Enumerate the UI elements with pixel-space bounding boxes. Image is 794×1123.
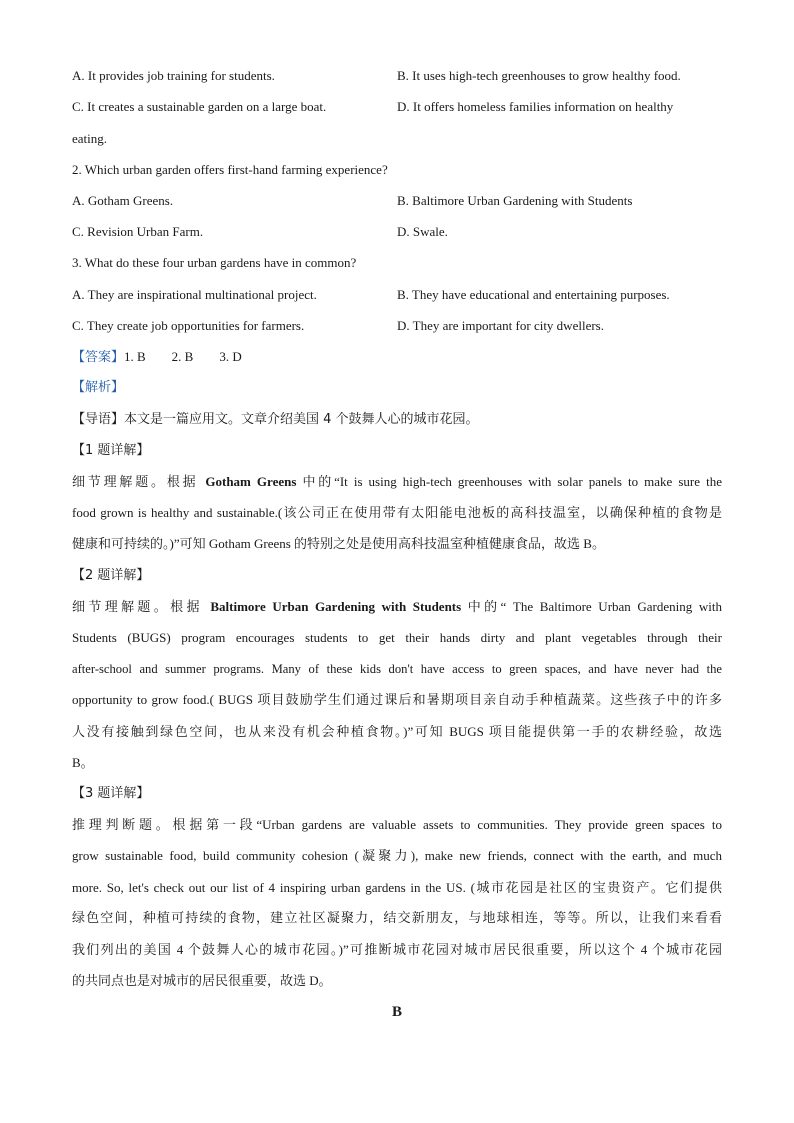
- detail-3-line-3: more. So, let's check out our list of 4 inspiring urban gardens in the US. (城市花园是社区的宝贵资产。它们提供: [72, 880, 722, 895]
- detail-1-prefix: 细节理解题。根据: [72, 475, 206, 490]
- q3-option-b: B. They have educational and entertaining purposes.: [397, 287, 670, 302]
- guide-text: 本文是一篇应用文。文章介绍美国 4 个鼓舞人心的城市花园。: [124, 412, 479, 427]
- guide-label: 【导语】: [72, 412, 125, 427]
- detail-3-line-4: 绿色空间，种植可持续的食物，建立社区凝聚力，结交新朋友，与地球相连，等等。所以，让我们来看看: [72, 911, 722, 926]
- detail-2-line-3: after-school and summer programs. Many of these kids don't have access to green spaces, and have never had the: [72, 662, 722, 676]
- q1-option-b: B. It uses high-tech greenhouses to grow healthy food.: [397, 68, 681, 83]
- q3-option-d: D. They are important for city dwellers.: [397, 318, 604, 333]
- detail-2-line-4: opportunity to grow food.( BUGS 项目鼓励学生们通过课后和暑期项目亲自动手种植蔬菜。这些孩子中的许多: [72, 692, 722, 707]
- answer-text: 1. B 2. B 3. D: [124, 349, 242, 364]
- detail-3-line-5: 我们列出的美国 4 个鼓舞人心的城市花园。)”可推断城市花园对城市居民很重要，所以这个 4 个城市花园: [72, 942, 722, 957]
- detail-3-line-6: 的共同点也是对城市的居民很重要，故选 D。: [72, 973, 332, 988]
- detail-2-line-1: [72, 598, 722, 617]
- detail-2-bold-name: Baltimore Urban Gardening with Students: [210, 599, 462, 614]
- detail-1-label: 【1 题详解】: [72, 443, 150, 458]
- detail-2-line-6: B。: [72, 755, 94, 770]
- detail-1-line-2: food grown is healthy and sustainable.(该公司正在使用带有太阳能电池板的高科技温室，以确保种植的食物是: [72, 505, 722, 520]
- detail-2-quote-start: 中的“ The Baltimore Urban Gardening with: [461, 599, 722, 614]
- detail-1-line-3: 健康和可持续的。)”可知 Gotham Greens 的特别之处是使用高科技温室种植健康食品，故选 B。: [72, 536, 605, 551]
- detail-2-line-2: Students (BUGS) program encourages students to get their hands dirty and plant vegetables through their: [72, 630, 722, 645]
- detail-3-line-2: grow sustainable food, build community cohesion (凝聚力), make new friends, connect with the earth, and much: [72, 848, 722, 863]
- q1-option-c: C. It creates a sustainable garden on a large boat.: [72, 99, 327, 114]
- answer-label: 【答案】: [72, 350, 125, 365]
- detail-2-prefix: 细节理解题。根据: [72, 600, 211, 615]
- q2-option-c: C. Revision Urban Farm.: [72, 224, 204, 239]
- q2-stem: 2. Which urban garden offers first-hand farming experience?: [72, 162, 388, 177]
- q3-option-a: A. They are inspirational multinational project.: [72, 287, 317, 302]
- detail-1-bold-name: Gotham Greens: [205, 474, 297, 489]
- answer-line: [72, 348, 242, 367]
- detail-2-label: 【2 题详解】: [72, 568, 150, 583]
- q2-option-a: A. Gotham Greens.: [72, 193, 174, 208]
- detail-2-line-5: 人没有接触到绿色空间，也从来没有机会种植食物。)”可知 BUGS 项目能提供第一手的农耕经验，故选: [72, 724, 722, 739]
- detail-1-line-1: [72, 473, 722, 492]
- q3-option-c: C. They create job opportunities for farmers.: [72, 318, 305, 333]
- analysis-label: 【解析】: [72, 380, 125, 395]
- detail-3-line-1: 推理判断题。根据第一段“Urban gardens are valuable assets to communities. They provide green spaces to: [72, 817, 722, 832]
- q1-option-a: A. It provides job training for students.: [72, 68, 275, 83]
- guide-line: [72, 411, 479, 429]
- detail-3-label: 【3 题详解】: [72, 786, 150, 801]
- q3-stem: 3. What do these four urban gardens have in common?: [72, 255, 357, 270]
- q1-option-d: D. It offers homeless families information on healthy: [397, 99, 674, 114]
- q1-option-d-continued: eating.: [72, 131, 108, 146]
- q2-option-b: B. Baltimore Urban Gardening with Students: [397, 193, 633, 208]
- detail-1-quote-start: 中的“It is using high-tech greenhouses with solar panels to make sure the: [296, 474, 722, 489]
- q2-option-d: D. Swale.: [397, 224, 448, 239]
- section-b-heading: B: [391, 1004, 402, 1020]
